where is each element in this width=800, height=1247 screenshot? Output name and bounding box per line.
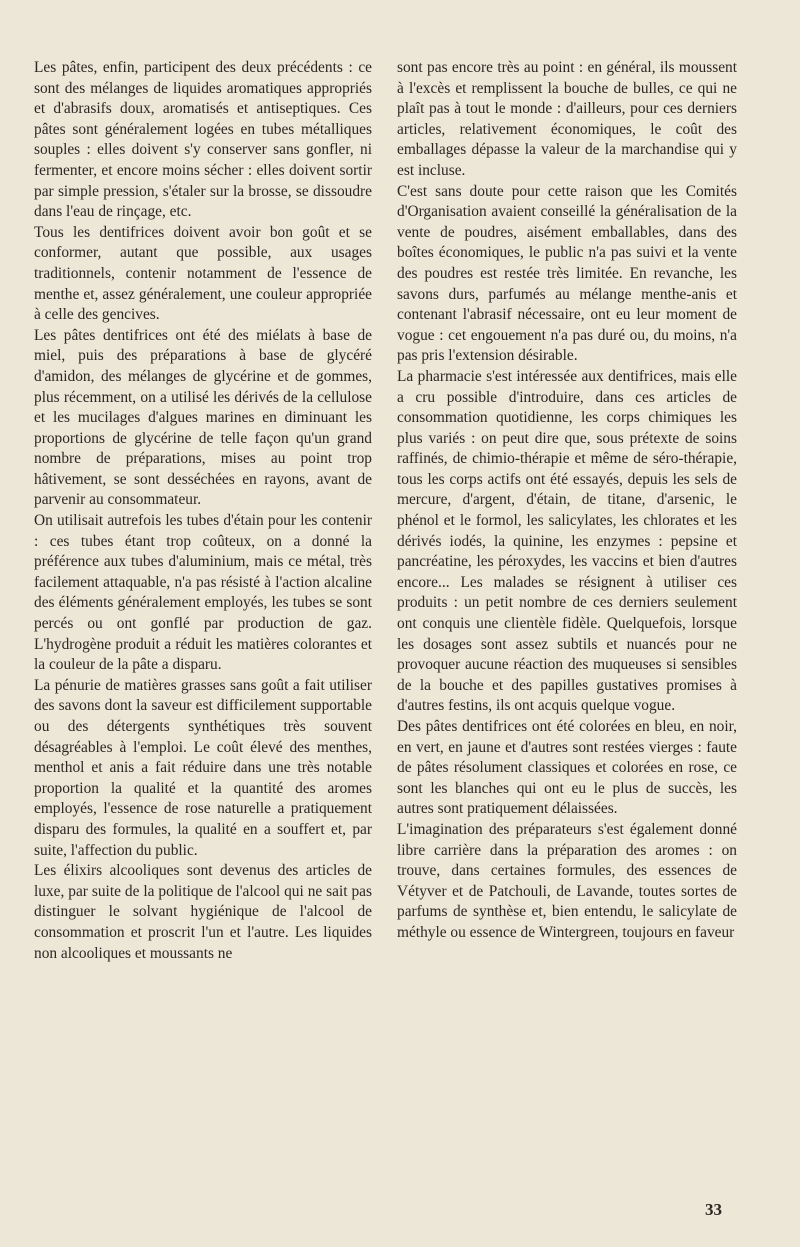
paragraph: La pénurie de matières grasses sans goût a fait utiliser des savons dont la saveur est difficilement supportable ou des détergents synthétiques très souvent désagréables à l'emploi. Le coût élevé des menthes, menthol et anis a fait réduire dans une très notable proportion la qualité et la quantité des aromes employés, l'essence de rose naturelle a pratiquement disparu des formules, la qualité en a souffert et, par suite, l'affection du public. bbox=[34, 676, 372, 859]
paragraph: sont pas encore très au point : en général, ils moussent à l'excès et remplissent la bouche de bulles, ce qui ne plaît pas à tout le monde : d'ailleurs, pour ces derniers articles, relativement économiques, le coût des emballages dépasse la valeur de la marchandise qui y est incluse. bbox=[397, 59, 737, 179]
paragraph: Les pâtes dentifrices ont été des miélats à base de miel, puis des préparations à base de glycéré d'amidon, des mélanges de glycérine et de gommes, plus récemment, on a utilisé les dérivés de la cellulose et les mucilages d'algues marines en diminuant les proportions de glycérine de telle façon qu'un grand nombre de préparations, mises au point trop hâtivement, se sont desséchées en rayons, avant de parvenir au consommateur. bbox=[34, 326, 372, 509]
left-column bbox=[34, 58, 372, 964]
paragraph: Tous les dentifrices doivent avoir bon goût et se conformer, autant que possible, aux usages traditionnels, contenir notamment de l'essence de menthe et, assez généralement, une couleur appropriée à celle des gencives. bbox=[34, 223, 372, 324]
paragraph: L'imagination des préparateurs s'est également donné libre carrière dans la préparation des aromes : on trouve, dans certaines formules, des essences de Vétyver et de Patchouli, de Lavande, toutes sortes de parfums de synthèse et, bien entendu, le salicylate de méthyle ou essence de Wintergreen, toujours en faveur bbox=[397, 820, 737, 941]
paragraph: Des pâtes dentifrices ont été colorées en bleu, en noir, en vert, en jaune et d'autres sont restées vierges : faute de pâtes résolument classiques et colorées en rose, ce sont les blanches qui ont eu le plus de succès, les autres sont pratiquement délaissées. bbox=[397, 718, 737, 818]
paragraph: C'est sans doute pour cette raison que les Comités d'Organisation avaient conseillé la généralisation de la vente de poudres, aisément emballables, dans des boîtes économiques, le public n'a pas suivi et la vente des poudres est restée très limitée. En revanche, les savons durs, parfumés au mélange menthe-anis et contenant l'abrasif nécessaire, ont eu leur moment de vogue : cet engouement n'a pas duré ou, du moins, n'a pas pris l'extension désirable. bbox=[397, 182, 737, 365]
paragraph: Les élixirs alcooliques sont devenus des articles de luxe, par suite de la politique de l'alcool qui ne sait pas distinguer le solvant hygiénique de l'alcool de consommation et proscrit l'un et l'autre. Les liquides non alcooliques et moussants ne bbox=[34, 862, 372, 962]
paragraph: Les pâtes, enfin, participent des deux précédents : ce sont des mélanges de liquides aromatiques appropriés et d'abrasifs doux, aromatisés et antiseptiques. Ces pâtes sont généralement logées en tubes métalliques souples : elles doivent s'y conserver sans gonfler, ni fermenter, et encore moins sécher : elles doivent sortir par simple pression, s'étaler sur la brosse, se dissoudre dans l'eau de rinçage, etc. bbox=[34, 59, 372, 221]
page-number: 33 bbox=[705, 1200, 722, 1219]
right-column bbox=[397, 58, 737, 944]
paragraph: La pharmacie s'est intéressée aux dentifrices, mais elle a cru possible d'introduire, dans ces articles de consommation quotidienne, les corps chimiques les plus variés : on peut dire que, sous prétexte de soins raffinés, de chimio-thérapie et même de séro-thérapie, tous les corps actifs ont été essayés, depuis les sels de mercure, d'argent, d'étain, de titane, d'arsenic, le phénol et le formol, les salicylates, les chlorates et les dérivés iodés, la quinine, les enzymes : pepsine et pancréatine, les péroxydes, les vaccins et bien d'autres encore... Les malades se résignent à utiliser ces produits : un petit nombre de ces derniers seulement ont conquis une clientèle fidèle. Quelquefois, lorsque les dosages sont assez subtils et nuancés pour ne provoquer aucune réaction des muqueuses si sensibles de la bouche et des papilles gustatives promises à d'autres festins, ils ont acquis quelque vogue. bbox=[397, 367, 737, 715]
paragraph: On utilisait autrefois les tubes d'étain pour les contenir : ces tubes étant trop coûteux, on a donné la préférence aux tubes d'aluminium, mais ce métal, très facilement attaquable, n'a pas résisté à l'action alcaline des éléments généralement employés, les tubes se sont percés ou ont gonflé par production de gaz. L'hydrogène produit a réduit les matières colorantes et la couleur de la pâte a disparu. bbox=[34, 512, 372, 674]
